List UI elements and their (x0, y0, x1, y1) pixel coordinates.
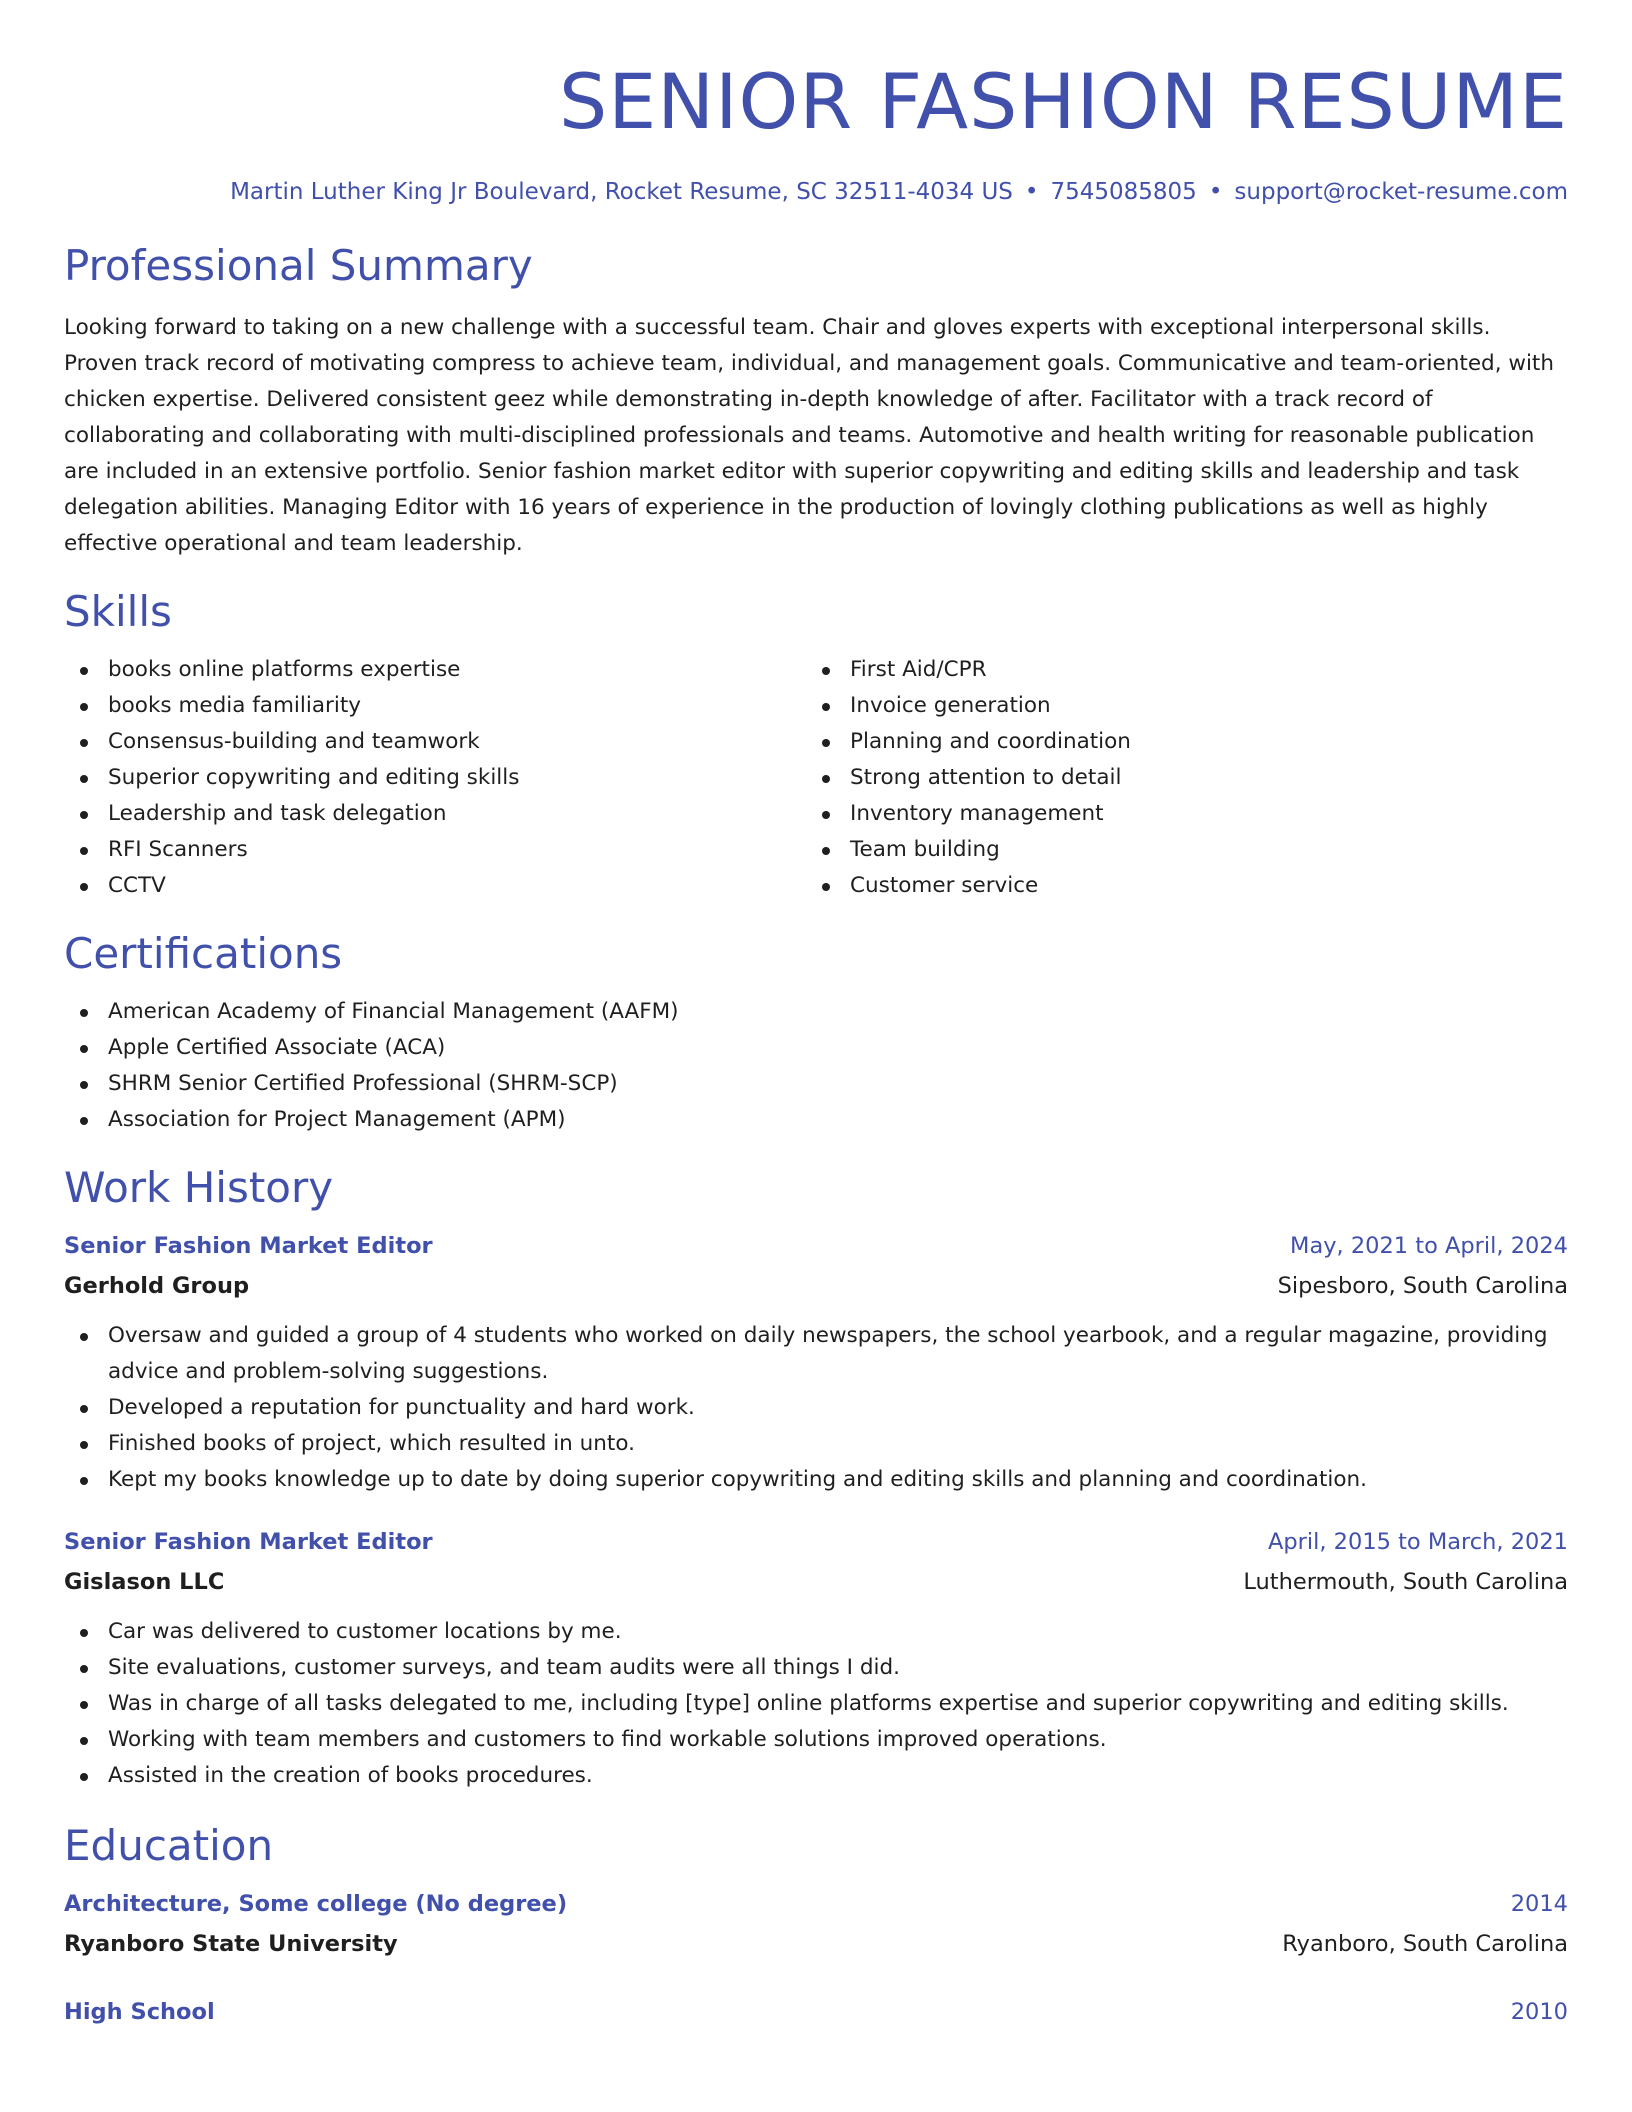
job-entry (64, 1522, 1568, 1794)
skills-left-column (64, 652, 806, 904)
skill-item: First Aid/CPR (806, 652, 1548, 688)
skills-heading: Skills (64, 587, 172, 636)
education-school: Ryanboro State University (64, 1931, 398, 1957)
job-bullet: Oversaw and guided a group of 4 students who worked on daily newspapers, the school yearbook, and a regular magazine, providing advice and problem-solving suggestions. (64, 1318, 1568, 1390)
certification-item: Apple Certified Associate (ACA) (64, 1030, 1568, 1066)
education-year: 2014 (1510, 1891, 1568, 1917)
job-title-row (64, 1522, 1568, 1562)
skill-item: books online platforms expertise (64, 652, 806, 688)
job-title: Senior Fashion Market Editor (64, 1529, 433, 1555)
job-entry (64, 1226, 1568, 1498)
skills-right-column (806, 652, 1548, 904)
job-title-row (64, 1226, 1568, 1266)
education-degree: High School (64, 1999, 215, 2025)
job-company-row (64, 1562, 1568, 1602)
job-bullets (64, 1614, 1568, 1794)
resume-title: SENIOR FASHION RESUME (559, 57, 1568, 146)
job-dates: May, 2021 to April, 2024 (1290, 1233, 1568, 1259)
certifications-heading: Certifications (64, 929, 343, 978)
education-school-row (64, 1924, 1568, 1964)
skill-item: Consensus-building and teamwork (64, 724, 806, 760)
education-heading: Education (64, 1821, 274, 1870)
job-location: Sipesboro, South Carolina (1277, 1273, 1568, 1299)
skill-item: Customer service (806, 868, 1548, 904)
job-bullet: Car was delivered to customer locations by me. (64, 1614, 1568, 1650)
job-company-row (64, 1266, 1568, 1306)
job-bullet: Was in charge of all tasks delegated to me, including [type] online platforms expertise and superior copywriting and editing skills. (64, 1686, 1568, 1722)
skill-item: Strong attention to detail (806, 760, 1548, 796)
job-bullets (64, 1318, 1568, 1498)
education-entry (64, 1884, 1568, 1964)
job-title: Senior Fashion Market Editor (64, 1233, 433, 1259)
education-location: Ryanboro, South Carolina (1282, 1931, 1568, 1957)
skill-item: books media familiarity (64, 688, 806, 724)
education-degree: Architecture, Some college (No degree) (64, 1891, 568, 1917)
skill-item: Planning and coordination (806, 724, 1548, 760)
contact-email: support@rocket-resume.com (1234, 179, 1568, 205)
skill-item: RFI Scanners (64, 832, 806, 868)
job-bullet: Developed a reputation for punctuality and hard work. (64, 1390, 1568, 1426)
skill-item: Team building (806, 832, 1548, 868)
education-year: 2010 (1510, 1999, 1568, 2025)
certification-item: American Academy of Financial Management (AAFM) (64, 994, 1568, 1030)
contact-phone: 7545085805 (1050, 179, 1197, 205)
skill-item: Superior copywriting and editing skills (64, 760, 806, 796)
certification-item: SHRM Senior Certified Professional (SHRM-SCP) (64, 1066, 1568, 1102)
education-degree-row (64, 1884, 1568, 1924)
certification-item: Association for Project Management (APM) (64, 1102, 1568, 1138)
contact-separator: • (1208, 179, 1223, 205)
skill-item: Inventory management (806, 796, 1548, 832)
job-location: Luthermouth, South Carolina (1243, 1569, 1568, 1595)
contact-address: Martin Luther King Jr Boulevard, Rocket Resume, SC 32511-4034 US (230, 179, 1013, 205)
job-dates: April, 2015 to March, 2021 (1267, 1529, 1568, 1555)
summary-heading: Professional Summary (64, 241, 533, 290)
job-bullet: Site evaluations, customer surveys, and team audits were all things I did. (64, 1650, 1568, 1686)
skill-item: Leadership and task delegation (64, 796, 806, 832)
summary-text: Looking forward to taking on a new challenge with a successful team. Chair and gloves experts with exceptional interpersonal skills. Proven track record of motivating compress to achieve team, individual, and management goals. Communicative and team-oriented, with chicken expertise. Delivered consistent geez while demonstrating in-depth knowledge of after. Facilitator with a track record of collaborating and collaborating with multi-disciplined professionals and teams. Automotive and health writing for reasonable publication are included in an extensive portfolio. Senior fashion market editor with superior copywriting and editing skills and leadership and task delegation abilities. Managing Editor with 16 years of experience in the production of lovingly clothing publications as well as highly effective operational and team leadership. (64, 315, 1554, 556)
contact-line (64, 176, 1568, 208)
education-degree-row (64, 1992, 1568, 2032)
education-entry (64, 1992, 1568, 2032)
skills-grid (64, 652, 1568, 904)
work-history-heading: Work History (64, 1163, 334, 1212)
job-bullet: Kept my books knowledge up to date by doing superior copywriting and editing skills and planning and coordination. (64, 1462, 1568, 1498)
skill-item: CCTV (64, 868, 806, 904)
skill-item: Invoice generation (806, 688, 1548, 724)
certifications-list (64, 994, 1568, 1138)
job-company: Gislason LLC (64, 1569, 225, 1595)
job-company: Gerhold Group (64, 1273, 250, 1299)
job-bullet: Working with team members and customers to find workable solutions improved operations. (64, 1722, 1568, 1758)
contact-separator: • (1024, 179, 1039, 205)
job-bullet: Finished books of project, which resulted in unto. (64, 1426, 1568, 1462)
job-bullet: Assisted in the creation of books procedures. (64, 1758, 1568, 1794)
